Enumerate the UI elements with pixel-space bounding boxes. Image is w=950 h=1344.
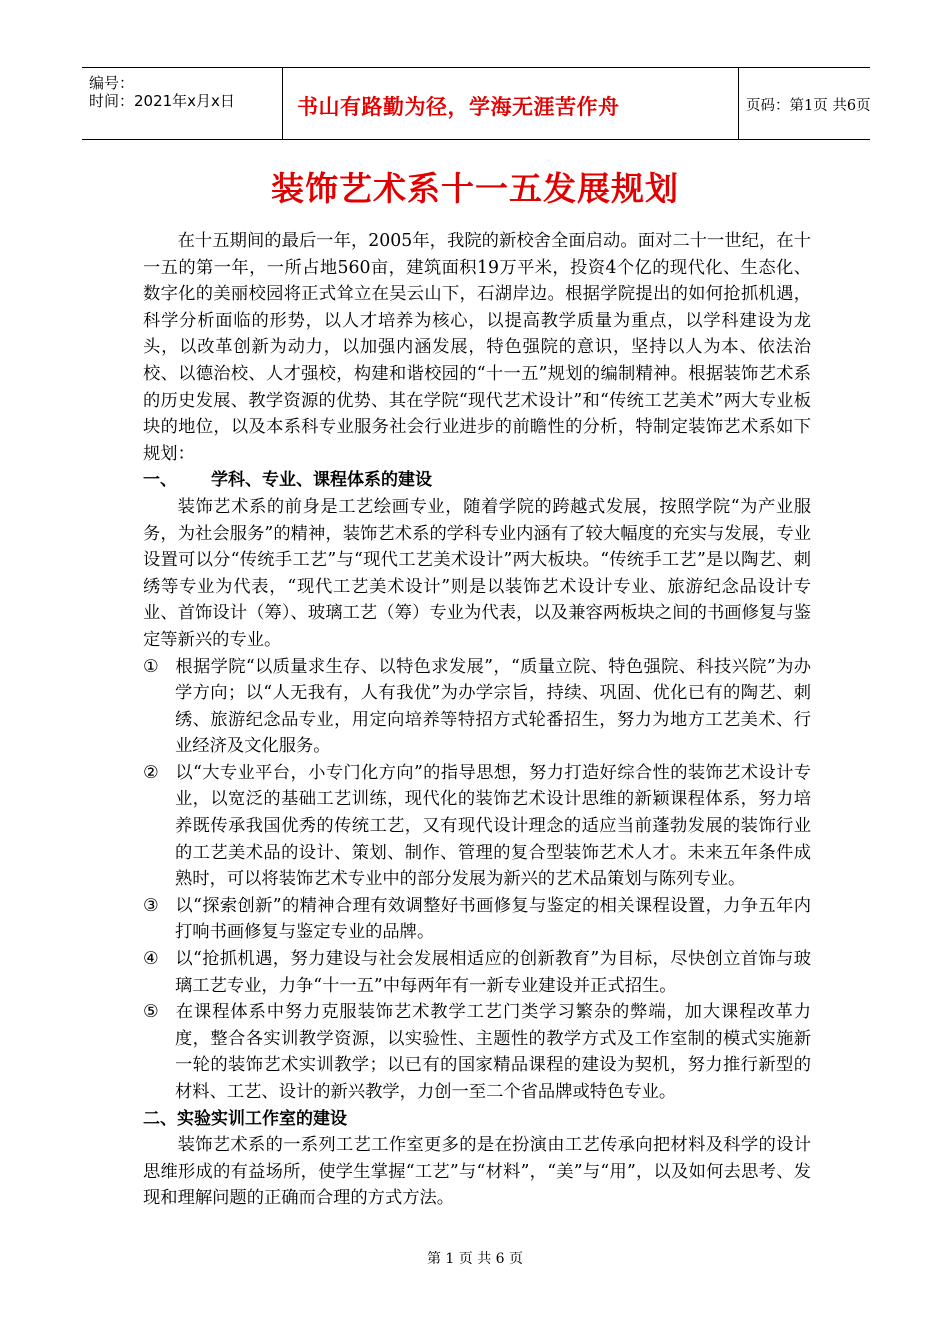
page-footer: 第 1 页 共 6 页 [426,1251,524,1267]
document-header [82,67,870,140]
header-page-info: 页码：第1页 共6页 [746,98,871,114]
list-item-text: 以“大专业平台，小专门化方向”的指导思想，努力打造好综合性的装饰艺术设计专业，以宽泛的基础工艺训练，现代化的装饰艺术设计思维的新颖课程体系，努力培养既传承我国优秀的传统工艺，又有现代设计理念的适应当前蓬勃发展的装饰行业的工艺美术品的设计、策划、制作、管理的复合型装饰艺术人才。未来五年条件成熟时，可以将装饰艺术专业中的部分发展为新兴的艺术品策划与陈列专业。 [175,762,811,890]
header-motto-cell [282,68,739,139]
list-marker: ⑤ [143,1002,159,1023]
list-marker: ③ [143,895,159,916]
section-2-paragraph: 装饰艺术系的一系列工艺工作室更多的是在扮演由工艺传承向把材料及科学的设计思维形成的有益场所，使学生掌握“工艺”与“材料”，“美”与“用”，以及如何去思考、发现和理解问题的正确而合理的方式方法。 [143,1135,811,1209]
list-marker: ② [143,762,159,783]
section-1-number: 一、 [143,470,177,491]
header-page-cell [738,68,870,139]
time-label: 时间：2021年x月x日 [89,92,235,110]
header-left-cell [82,68,282,139]
number-label: 编号： [89,74,135,92]
list-item-text: 根据学院“以质量求生存、以特色求发展”，“质量立院、特色强院、科技兴院”为办学方向；以“人无我有，人有我优”为办学宗旨，持续、巩固、优化已有的陶艺、刺绣、旅游纪念品专业，用定向培养等特招方式轮番招生，努力为地方工艺美术、行业经济及文化服务。 [175,656,811,757]
list-item-text: 以“抢抓机遇，努力建设与社会发展相适应的创新教育”为目标，尽快创立首饰与玻璃工艺专业，力争“十一五”中每两年有一新专业建设并正式招生。 [175,949,811,996]
section-2-heading: 二、实验实训工作室的建设 [143,1108,347,1129]
document-title: 装饰艺术系十一五发展规划 [271,169,679,208]
section-1-heading [143,467,811,494]
list-marker: ④ [143,949,159,970]
list-item [143,893,811,946]
section-1-title: 学科、专业、课程体系的建设 [211,470,432,491]
intro-paragraph: 在十五期间的最后一年，2005年，我院的新校舍全面启动。面对二十一世纪，在十一五的第一年，一所占地560亩，建筑面积19万平米，投资4个亿的现代化、生态化、数字化的美丽校园将正式耸立在吴云山下，石湖岸边。根据学院提出的如何抢抓机遇，科学分析面临的形势，以人才培养为核心，以提高教学质量为重点，以学科建设为龙头，以改革创新为动力，以加强内涵发展，特色强院的意识，坚持以人为本、依法治校、以德治校、人才强校，构建和谐校园的“十一五”规划的编制精神。根据装饰艺术系的历史发展、教学资源的优势、其在学院“现代艺术设计”和“传统工艺美术”两大专业板块的地位，以及本系科专业服务社会行业进步的前瞻性的分析，特制定装饰艺术系如下规划： [143,231,811,464]
header-motto: 书山有路勤为径，学海无涯苦作舟 [297,95,620,119]
list-item [143,999,811,1105]
list-item [143,654,811,760]
document-body [143,228,811,1212]
list-item-text: 在课程体系中努力克服装饰艺术教学工艺门类学习繁杂的弊端，加大课程改革力度，整合各实训教学资源，以实验性、主题性的教学方式及工作室制的模式实施新一轮的装饰艺术实训教学；以已有的国家精品课程的建设为契机，努力推行新型的材料、工艺、设计的新兴教学，力创一至二个省品牌或特色专业。 [175,1002,811,1102]
list-item-text: 以“探索创新”的精神合理有效调整好书画修复与鉴定的相关课程设置，力争五年内打响书画修复与鉴定专业的品牌。 [175,895,811,943]
list-marker: ① [143,656,159,677]
list-item [143,760,811,893]
section-1-paragraph: 装饰艺术系的前身是工艺绘画专业，随着学院的跨越式发展，按照学院“为产业服务，为社会服务”的精神，装饰艺术系的学科专业内涵有了较大幅度的充实与发展，专业设置可以分“传统手工艺”与“现代工艺美术设计”两大板块。“传统手工艺”是以陶艺、刺绣等专业为代表，“现代工艺美术设计”则是以装饰艺术设计专业、旅游纪念品设计专业、首饰设计（筹）、玻璃工艺（筹）专业为代表，以及兼容两板块之间的书画修复与鉴定等新兴的专业。 [143,496,811,650]
list-item [143,946,811,999]
